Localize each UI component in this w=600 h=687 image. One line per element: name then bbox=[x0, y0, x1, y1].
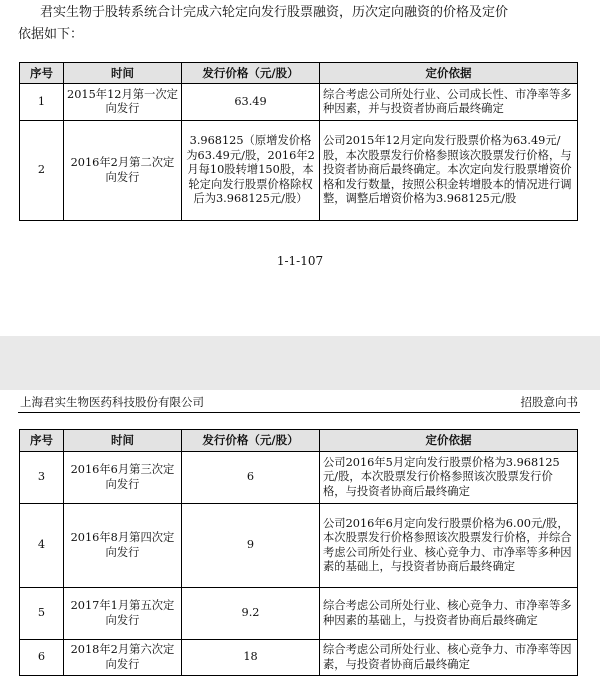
cell-time: 2015年12月第一次定向发行 bbox=[64, 84, 182, 121]
placement-table-part-1 bbox=[19, 62, 578, 221]
cell-time: 2016年2月第二次定向发行 bbox=[64, 121, 182, 221]
cell-price: 9 bbox=[182, 504, 320, 588]
cell-no: 4 bbox=[20, 504, 64, 588]
table-row bbox=[20, 640, 578, 676]
header-basis: 定价依据 bbox=[320, 430, 578, 452]
table-row bbox=[20, 84, 578, 121]
document-type-header: 招股意向书 bbox=[520, 395, 578, 409]
placement-table-part-2 bbox=[19, 429, 578, 676]
table-row bbox=[20, 452, 578, 504]
page-gap bbox=[0, 336, 600, 390]
page-number: 1-1-107 bbox=[276, 254, 324, 268]
cell-basis: 公司2015年12月定向发行股票价格为63.49元/股，本次股票发行价格参照该次股票发行价格，与投资者协商后最终确定。本次定向发行股票增资价格和发行数量，按照公积金转增股本的情况进行调整，调整后增资价格为3.968125元/股 bbox=[320, 121, 578, 221]
header-no: 序号 bbox=[20, 430, 64, 452]
header-price: 发行价格（元/股） bbox=[182, 63, 320, 84]
header-time: 时间 bbox=[64, 430, 182, 452]
table-header-row bbox=[20, 430, 578, 452]
table-row bbox=[20, 504, 578, 588]
intro-line-1: 君实生物于股转系统合计完成六轮定向发行股票融资，历次定向融资的价格及定价 bbox=[40, 5, 509, 20]
cell-price: 6 bbox=[182, 452, 320, 504]
cell-basis: 综合考虑公司所处行业、核心竞争力、市净率等因素，与投资者协商后最终确定 bbox=[320, 640, 578, 676]
cell-time: 2017年1月第五次定向发行 bbox=[64, 588, 182, 640]
cell-basis: 公司2016年5月定向发行股票价格为3.968125元/股，本次股票发行价格参照该次股票发行价格，与投资者协商后最终确定 bbox=[320, 452, 578, 504]
table-header-row bbox=[20, 63, 578, 84]
header-no: 序号 bbox=[20, 63, 64, 84]
cell-no: 5 bbox=[20, 588, 64, 640]
header-price: 发行价格（元/股） bbox=[182, 430, 320, 452]
cell-no: 6 bbox=[20, 640, 64, 676]
table-row bbox=[20, 588, 578, 640]
cell-no: 1 bbox=[20, 84, 64, 121]
cell-price: 18 bbox=[182, 640, 320, 676]
document-page-2 bbox=[0, 390, 600, 687]
cell-time: 2016年8月第四次定向发行 bbox=[64, 504, 182, 588]
cell-price: 3.968125（原增发价格为63.49元/股，2016年2月每10股转增150股，本轮定向发行股票价格除权后为3.968125元/股） bbox=[182, 121, 320, 221]
company-header: 上海君实生物医药科技股份有限公司 bbox=[20, 395, 204, 409]
cell-no: 3 bbox=[20, 452, 64, 504]
cell-basis: 综合考虑公司所处行业、核心竞争力、市净率等多种因素的基础上，与投资者协商后最终确定 bbox=[320, 588, 578, 640]
cell-time: 2016年6月第三次定向发行 bbox=[64, 452, 182, 504]
header-rule bbox=[18, 412, 580, 413]
intro-line-2: 依据如下： bbox=[18, 27, 84, 42]
cell-price: 9.2 bbox=[182, 588, 320, 640]
document-page-1 bbox=[0, 0, 600, 336]
table-row bbox=[20, 121, 578, 221]
header-time: 时间 bbox=[64, 63, 182, 84]
cell-no: 2 bbox=[20, 121, 64, 221]
cell-basis: 公司2016年6月定向发行股票价格为6.00元/股，本次股票发行价格参照该次股票发行价格，并综合考虑公司所处行业、核心竞争力、市净率等多种因素的基础上，与投资者协商后最终确定 bbox=[320, 504, 578, 588]
header-basis: 定价依据 bbox=[320, 63, 578, 84]
intro-paragraph bbox=[18, 2, 588, 46]
cell-time: 2018年2月第六次定向发行 bbox=[64, 640, 182, 676]
cell-price: 63.49 bbox=[182, 84, 320, 121]
cell-basis: 综合考虑公司所处行业、公司成长性、市净率等多种因素，并与投资者协商后最终确定 bbox=[320, 84, 578, 121]
